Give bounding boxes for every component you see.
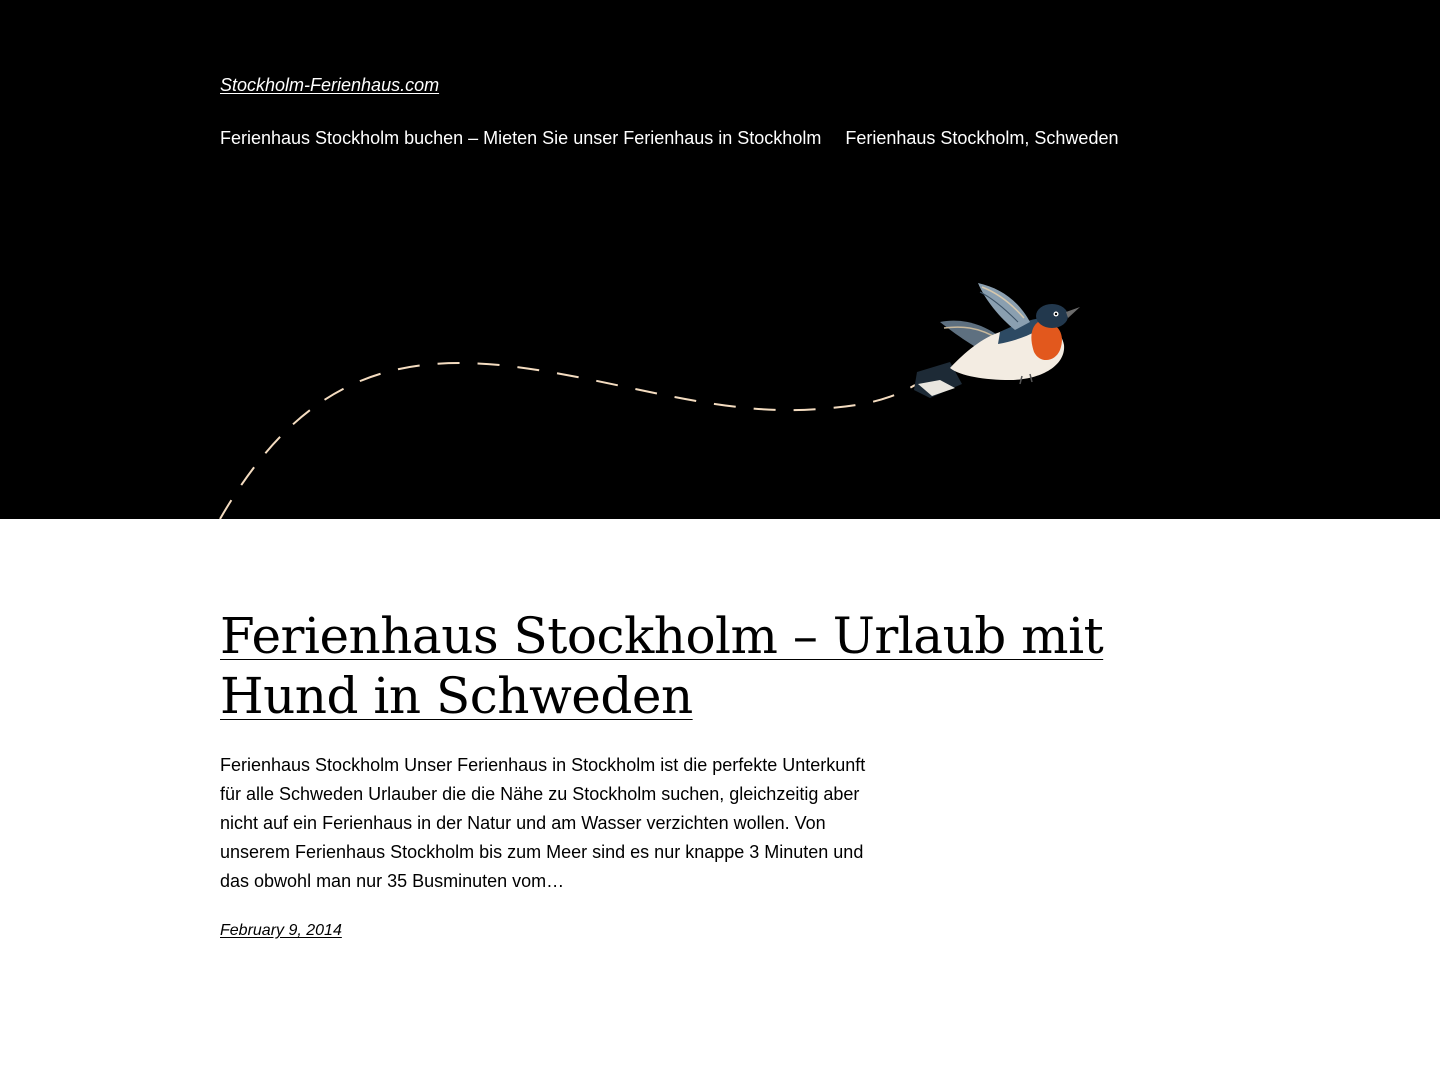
site-title-link[interactable]: Stockholm-Ferienhaus.com [220, 75, 440, 95]
site-header [0, 0, 1440, 519]
nav-item-ferienhaus-buchen[interactable]: Ferienhaus Stockholm buchen – Mieten Sie unser Ferienhaus in Stockholm [220, 128, 822, 148]
post-title-link[interactable]: Ferienhaus Stockholm – Urlaub mit Hund in Schweden [220, 607, 1104, 725]
post-title [220, 606, 1220, 726]
post-date-link[interactable]: February 9, 2014 [220, 922, 342, 939]
nav-item-ferienhaus-schweden[interactable]: Ferienhaus Stockholm, Schweden [845, 128, 1119, 148]
flying-bird-icon [914, 283, 1080, 398]
flight-path-line [220, 363, 915, 519]
post-excerpt: Ferienhaus Stockholm Unser Ferienhaus in Stockholm ist die perfekte Unterkunft für alle Schweden Urlauber die die Nähe zu Stockholm suchen, gleichzeitig aber nicht auf ein Ferienhaus in der Natur und am Wasser verzichten wollen. Von unserem Ferienhaus Stockholm bis zum Meer sind es nur knappe 3 Minuten und das obwohl man nur 35 Busminuten vom… [220, 755, 866, 891]
header-illustration [0, 0, 1440, 519]
